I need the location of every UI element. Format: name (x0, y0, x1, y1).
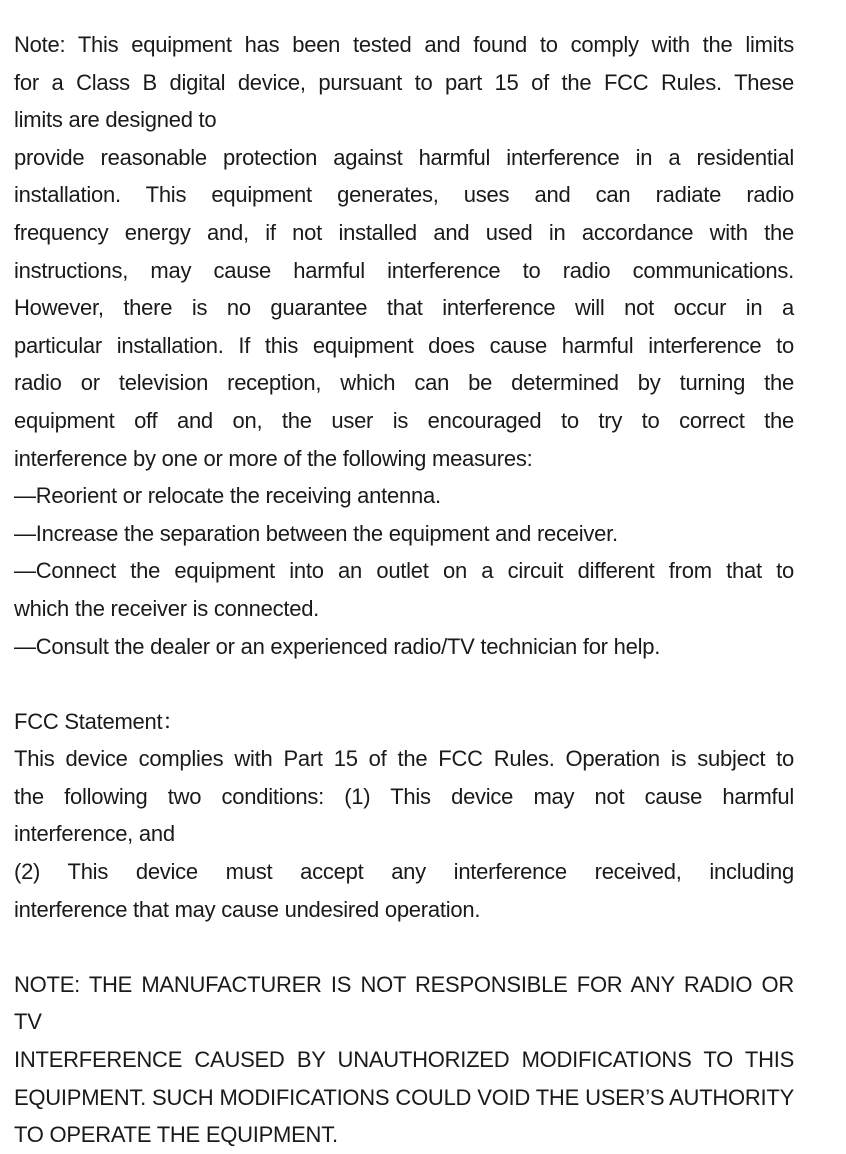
measure-item: —Reorient or relocate the receiving antenna. (14, 483, 441, 509)
manufacturer-note-line: INTERFERENCE CAUSED BY UNAUTHORIZED MODIFICATIONS TO THIS (14, 1047, 794, 1073)
manufacturer-note-line: TO OPERATE THE EQUIPMENT. (14, 1122, 338, 1148)
fcc-note-paragraph (14, 26, 794, 477)
manufacturer-note-section (14, 966, 794, 1154)
manufacturer-note-line: EQUIPMENT. SUCH MODIFICATIONS COULD VOID THE USER’S AUTHORITY (14, 1084, 794, 1110)
note-line: However, there is no guarantee that interference will not occur in a (14, 295, 794, 321)
note-line: provide reasonable protection against harmful interference in a residential (14, 144, 794, 170)
note-line: limits are designed to (14, 107, 217, 133)
note-line: Note: This equipment has been tested and found to comply with the limits (14, 32, 794, 57)
statement-line: the following two conditions: (1) This device may not cause harmful (14, 783, 794, 809)
measure-item: —Consult the dealer or an experienced radio/TV technician for help. (14, 633, 661, 659)
section-spacer (14, 928, 794, 966)
note-line: radio or television reception, which can be determined by turning the (14, 370, 794, 396)
fcc-statement-section (14, 703, 794, 929)
measure-item-continuation: which the receiver is connected. (14, 595, 320, 621)
note-line: equipment off and on, the user is encouraged to try to correct the (14, 407, 794, 433)
fcc-statement-heading: FCC Statement： (14, 708, 185, 734)
statement-line: interference that may cause undesired operation. (14, 896, 481, 922)
document-page (14, 26, 794, 1154)
measures-list (14, 477, 794, 665)
note-line: instructions, may cause harmful interference to radio communications. (14, 257, 794, 283)
measure-item: —Increase the separation between the equipment and receiver. (14, 520, 618, 546)
note-line: interference by one or more of the following measures: (14, 445, 533, 471)
manufacturer-note-line: NOTE: THE MANUFACTURER IS NOT RESPONSIBLE FOR ANY RADIO OR TV (14, 971, 794, 1035)
statement-line: This device complies with Part 15 of the FCC Rules. Operation is subject to (14, 746, 794, 772)
note-line: particular installation. If this equipment does cause harmful interference to (14, 332, 794, 358)
note-line: frequency energy and, if not installed and used in accordance with the (14, 219, 794, 245)
note-line: installation. This equipment generates, uses and can radiate radio (14, 182, 794, 208)
statement-line: interference, and (14, 821, 175, 847)
statement-line: (2) This device must accept any interference received, including (14, 859, 794, 885)
section-spacer (14, 665, 794, 703)
measure-item: —Connect the equipment into an outlet on a circuit different from that to (14, 558, 794, 584)
note-line: for a Class B digital device, pursuant to part 15 of the FCC Rules. These (14, 69, 794, 95)
